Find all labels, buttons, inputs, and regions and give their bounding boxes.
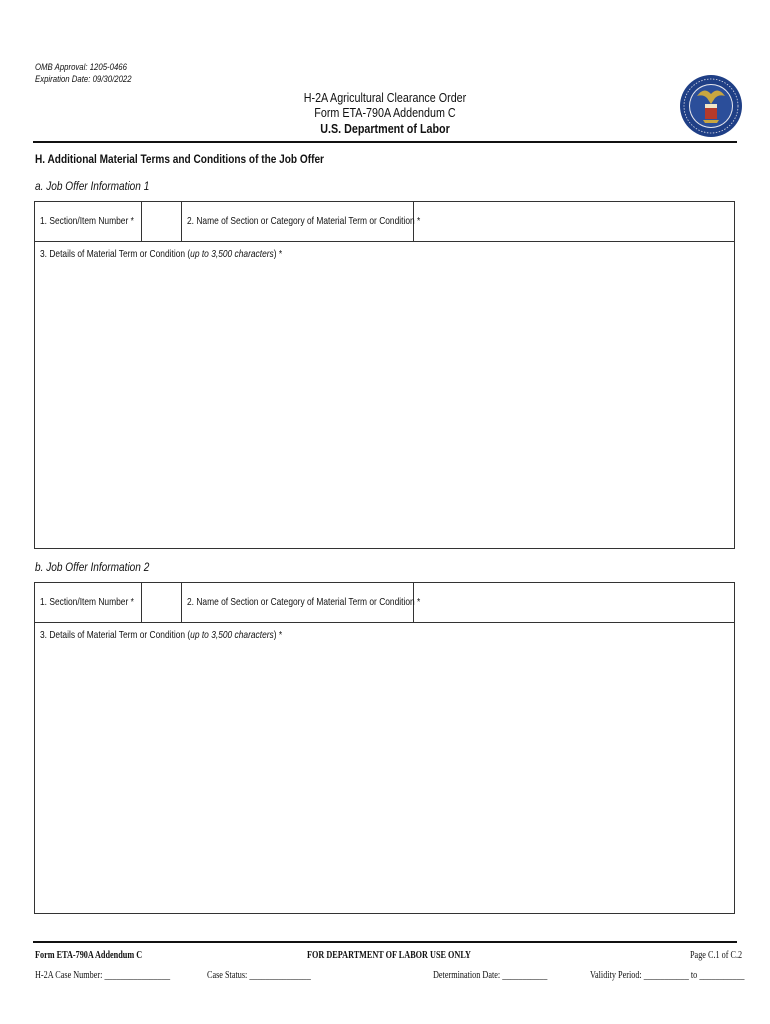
footer-form-name: Form ETA-790A Addendum C	[35, 950, 143, 961]
details-label-prefix: 3. Details of Material Term or Condition (	[40, 248, 191, 260]
expiration-date: Expiration Date: 09/30/2022	[35, 74, 132, 85]
material-term-details-field[interactable]	[35, 262, 734, 542]
section-item-number-label: 1. Section/Item Number *	[40, 596, 134, 608]
material-term-details-label	[40, 629, 282, 641]
validity-period-field: Validity Period: ___________ to ___________	[590, 970, 745, 981]
details-label-limit: up to 3,500 characters	[190, 248, 274, 260]
details-label-suffix: ) *	[273, 248, 283, 260]
job-offer-2-heading: b. Job Offer Information 2	[35, 560, 150, 574]
material-term-name-field[interactable]	[414, 202, 734, 241]
material-term-name-label-cell	[182, 583, 421, 622]
job-offer-1-row	[35, 202, 734, 242]
omb-info	[35, 62, 132, 86]
details-label-prefix: 3. Details of Material Term or Condition (	[40, 629, 191, 641]
footer-divider	[33, 941, 737, 943]
footer-dol-use-only: FOR DEPARTMENT OF LABOR USE ONLY	[307, 950, 471, 961]
section-item-number-label: 1. Section/Item Number *	[40, 215, 134, 227]
job-offer-1-block	[34, 201, 735, 549]
form-title: H-2A Agricultural Clearance Order	[303, 91, 467, 105]
header-divider	[33, 141, 737, 143]
section-item-number-field[interactable]	[142, 202, 182, 241]
material-term-name-label: 2. Name of Section or Category of Material Term or Condition *	[187, 215, 421, 227]
job-offer-1-heading: a. Job Offer Information 1	[35, 179, 150, 193]
details-label-limit: up to 3,500 characters	[190, 629, 274, 641]
case-status-field: Case Status: _______________	[207, 970, 311, 981]
section-item-number-label-cell	[35, 202, 142, 241]
agency-name: U.S. Department of Labor	[320, 122, 450, 136]
material-term-name-field[interactable]	[414, 583, 734, 622]
material-term-name-label-cell	[182, 202, 421, 241]
material-term-name-label: 2. Name of Section or Category of Material Term or Condition *	[187, 596, 421, 608]
details-label-suffix: ) *	[273, 629, 283, 641]
department-of-labor-seal-icon	[679, 74, 743, 138]
section-item-number-field[interactable]	[142, 583, 182, 622]
job-offer-2-row	[35, 583, 734, 623]
case-number-field: H-2A Case Number: ________________	[35, 970, 171, 981]
form-number: Form ETA-790A Addendum C	[314, 106, 456, 120]
omb-approval: OMB Approval: 1205-0466	[35, 62, 127, 73]
section-item-number-label-cell	[35, 583, 142, 622]
determination-date-field: Determination Date: ___________	[433, 970, 548, 981]
job-offer-2-block	[34, 582, 735, 914]
material-term-details-label	[40, 248, 282, 260]
page-number: Page C.1 of C.2	[690, 950, 743, 961]
material-term-details-field[interactable]	[35, 643, 734, 908]
section-heading: H. Additional Material Terms and Conditions of the Job Offer	[35, 152, 324, 166]
